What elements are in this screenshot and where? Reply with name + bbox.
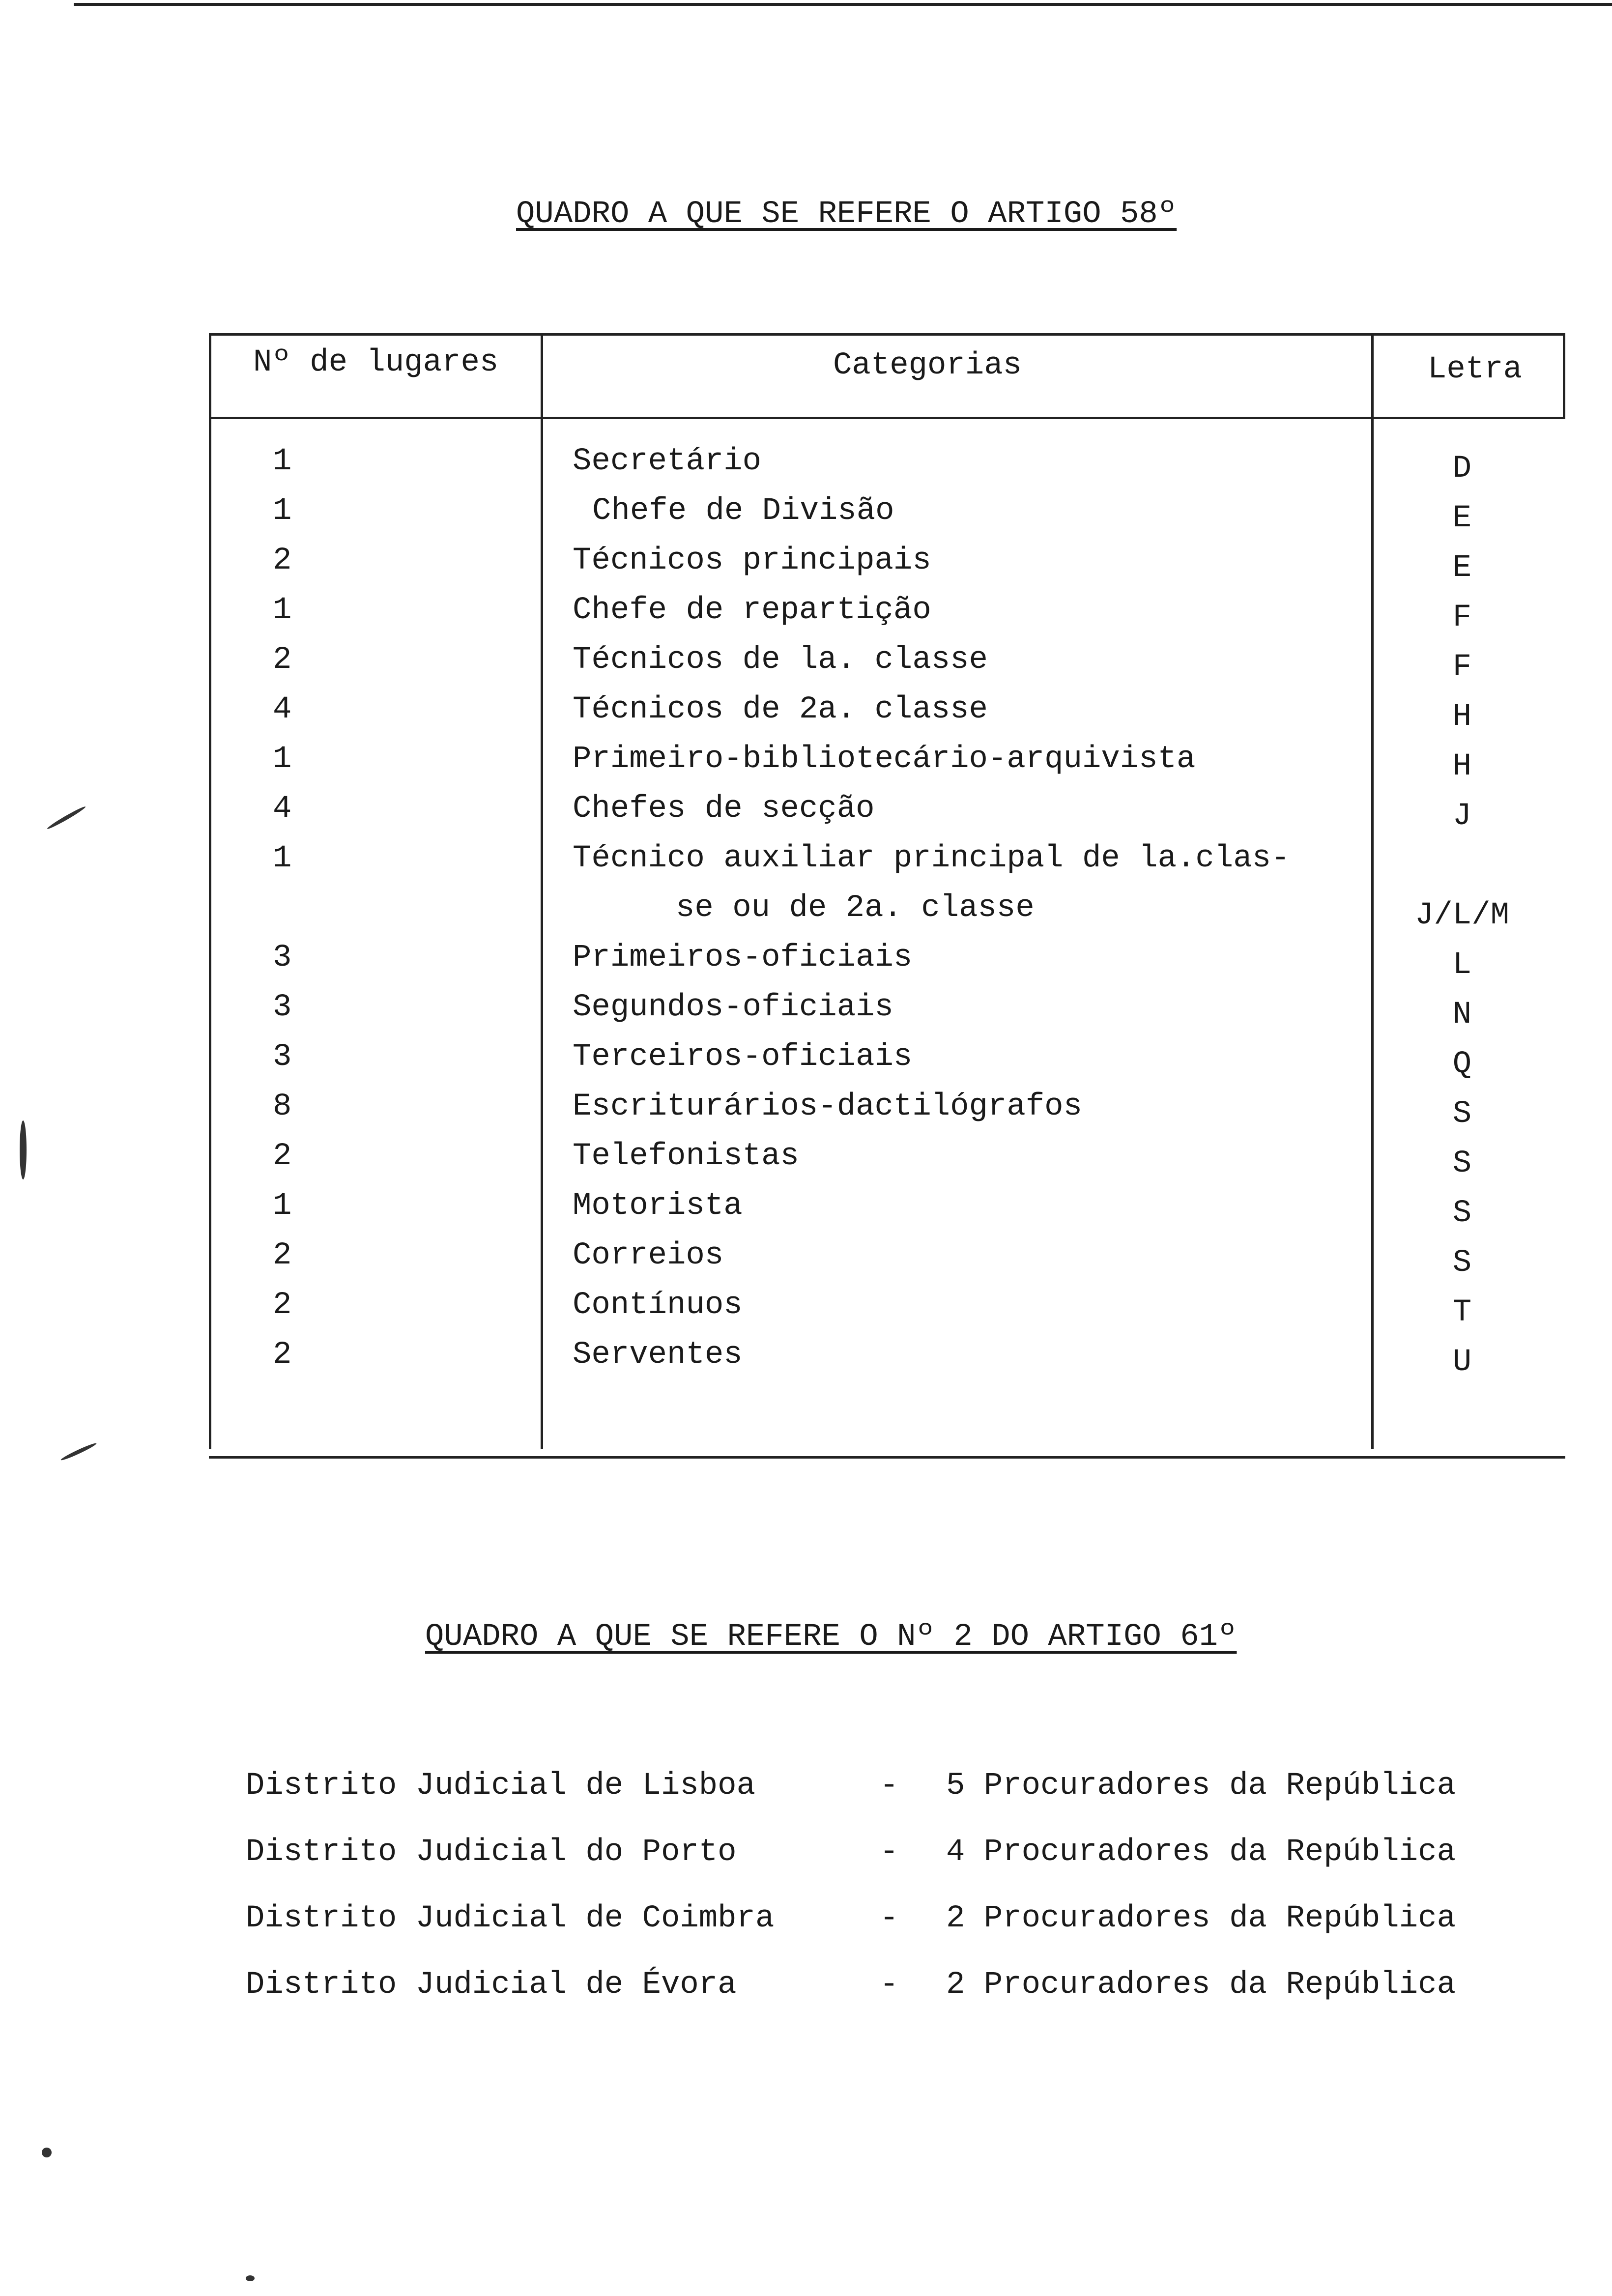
- row-count: 3: [273, 1039, 292, 1075]
- scan-mark: [46, 805, 86, 831]
- table-row: [209, 990, 1565, 1039]
- table-row: [209, 841, 1565, 890]
- row-letter: U: [1452, 1345, 1472, 1380]
- table-header-rule: [209, 417, 1565, 419]
- row-category: Correios: [573, 1238, 724, 1273]
- row-count: 2: [273, 1139, 292, 1174]
- table-row: [209, 543, 1565, 593]
- row-count: 4: [273, 692, 292, 727]
- top-rule: [74, 3, 1612, 6]
- row-category: Telefonistas: [573, 1139, 799, 1174]
- row-category: Serventes: [573, 1337, 743, 1373]
- positions-table: [209, 333, 1565, 1459]
- row-count: 2: [273, 1337, 292, 1373]
- row-letter: F: [1452, 650, 1472, 685]
- table-row: [209, 890, 1565, 940]
- row-count: 1: [273, 841, 292, 876]
- district-name: Distrito Judicial de Évora: [246, 1967, 737, 2003]
- row-letter: N: [1452, 997, 1472, 1033]
- scan-mark: [20, 1120, 27, 1179]
- district-count: 4 Procuradores da República: [946, 1835, 1456, 1870]
- row-letter: S: [1452, 1146, 1472, 1181]
- row-category: Chefes de secção: [573, 791, 875, 827]
- title-artigo-61: QUADRO A QUE SE REFERE O Nº 2 DO ARTIGO 61º: [425, 1619, 1237, 1655]
- district-name: Distrito Judicial do Porto: [246, 1835, 737, 1870]
- row-letter: H: [1452, 699, 1472, 735]
- table-row: [209, 1188, 1565, 1238]
- row-letter: S: [1452, 1245, 1472, 1281]
- row-count: 3: [273, 940, 292, 976]
- district-row: [246, 1967, 1504, 2016]
- row-count: 1: [273, 493, 292, 529]
- district-name: Distrito Judicial de Lisboa: [246, 1768, 755, 1804]
- district-name: Distrito Judicial de Coimbra: [246, 1901, 775, 1936]
- table-row: [209, 1238, 1565, 1288]
- row-category: Técnico auxiliar principal de la.clas-: [573, 841, 1290, 876]
- table-row: [209, 1337, 1565, 1387]
- row-category: Técnicos principais: [573, 543, 931, 578]
- row-count: 8: [273, 1089, 292, 1124]
- row-count: 2: [273, 1238, 292, 1273]
- row-category: Chefe de Divisão: [592, 493, 894, 529]
- table-right-border: [1563, 333, 1565, 419]
- row-category: Escriturários-dactilógrafos: [573, 1089, 1082, 1124]
- row-letter: J/L/M: [1414, 898, 1510, 933]
- scan-mark: [60, 1441, 97, 1462]
- row-letter: L: [1452, 947, 1472, 983]
- district-count: 2 Procuradores da República: [946, 1967, 1456, 2003]
- row-count: 1: [273, 444, 292, 479]
- row-category: Motorista: [573, 1188, 743, 1224]
- table-row: [209, 742, 1565, 791]
- row-letter: E: [1452, 501, 1472, 536]
- table-row: [209, 1039, 1565, 1089]
- row-letter: E: [1452, 550, 1472, 586]
- table-row: [209, 791, 1565, 841]
- row-category: Técnicos de 2a. classe: [573, 692, 988, 727]
- scan-mark: [246, 2275, 255, 2281]
- table-top-border: [211, 333, 1565, 336]
- row-letter: J: [1452, 799, 1472, 834]
- header-letter: Letra: [1428, 352, 1523, 387]
- table-row: [209, 642, 1565, 692]
- table-row: [209, 940, 1565, 990]
- row-letter: S: [1452, 1196, 1472, 1231]
- row-category: Contínuos: [573, 1288, 743, 1323]
- row-letter: D: [1452, 451, 1472, 487]
- title-artigo-58: QUADRO A QUE SE REFERE O ARTIGO 58º: [516, 197, 1177, 232]
- row-category: Segundos-oficiais: [573, 990, 893, 1025]
- district-dash: -: [880, 1768, 899, 1804]
- row-letter: S: [1452, 1096, 1472, 1132]
- table-row: [209, 444, 1565, 493]
- row-category: Chefe de repartição: [573, 593, 931, 628]
- district-dash: -: [880, 1967, 899, 2003]
- row-letter: F: [1452, 600, 1472, 635]
- row-category: Primeiro-bibliotecário-arquivista: [573, 742, 1196, 777]
- district-row: [246, 1835, 1504, 1884]
- header-count: Nº de lugares: [253, 345, 499, 380]
- district-dash: -: [880, 1835, 899, 1870]
- district-count: 2 Procuradores da República: [946, 1901, 1456, 1936]
- table-bottom-border: [209, 1456, 1565, 1459]
- row-count: 1: [273, 593, 292, 628]
- row-count: 4: [273, 791, 292, 827]
- table-row: [209, 593, 1565, 642]
- row-count: 1: [273, 742, 292, 777]
- table-row: [209, 493, 1565, 543]
- row-count: 1: [273, 1188, 292, 1224]
- district-dash: -: [880, 1901, 899, 1936]
- row-count: 2: [273, 543, 292, 578]
- table-row: [209, 1089, 1565, 1139]
- row-count: 3: [273, 990, 292, 1025]
- header-category: Categorias: [833, 348, 1022, 383]
- row-letter: Q: [1452, 1047, 1472, 1082]
- table-row: [209, 1288, 1565, 1337]
- table-row: [209, 1139, 1565, 1188]
- district-count: 5 Procuradores da República: [946, 1768, 1456, 1804]
- row-category: se ou de 2a. classe: [676, 890, 1035, 926]
- scan-mark: [42, 2148, 52, 2157]
- table-row: [209, 692, 1565, 742]
- row-category: Secretário: [573, 444, 762, 479]
- district-row: [246, 1768, 1504, 1817]
- row-count: 2: [273, 1288, 292, 1323]
- row-letter: H: [1452, 749, 1472, 784]
- row-category: Terceiros-oficiais: [573, 1039, 913, 1075]
- row-letter: T: [1452, 1295, 1472, 1330]
- district-row: [246, 1901, 1504, 1950]
- row-count: 2: [273, 642, 292, 678]
- row-category: Técnicos de la. classe: [573, 642, 988, 678]
- row-category: Primeiros-oficiais: [573, 940, 913, 976]
